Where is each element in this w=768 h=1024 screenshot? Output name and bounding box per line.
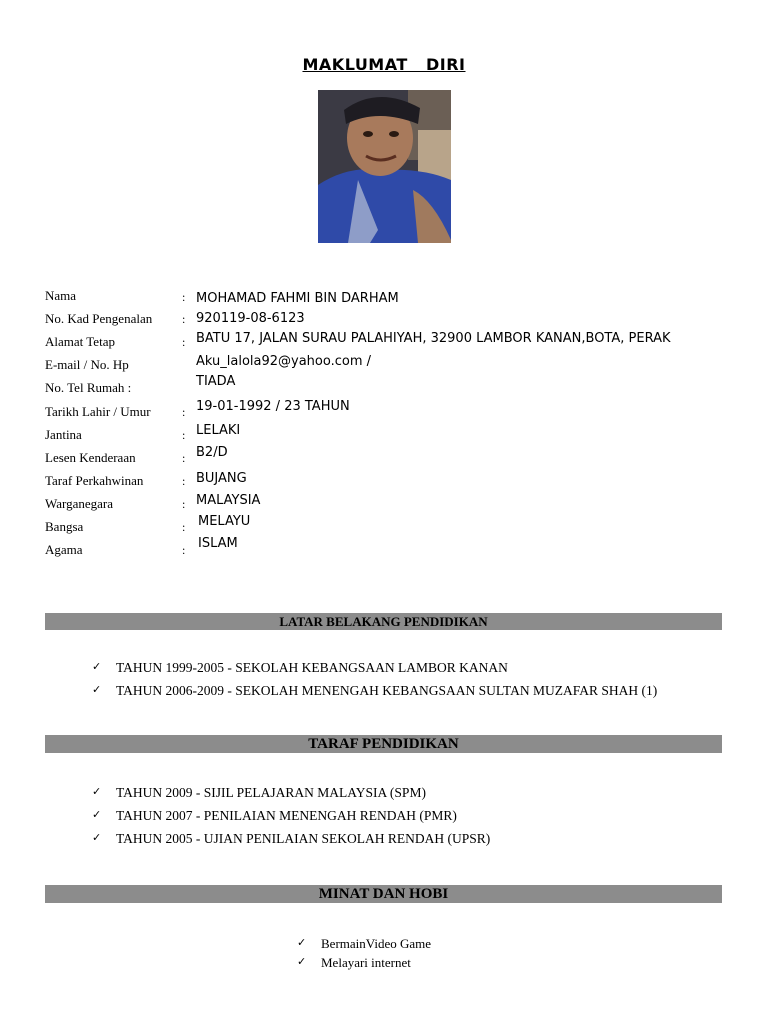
colon: : — [182, 543, 186, 557]
value-perkahwinan: BUJANG — [196, 471, 247, 486]
label-alamat: Alamat Tetap — [45, 334, 115, 349]
value-dob: 19-01-1992 / 23 TAHUN — [196, 399, 350, 414]
value-jantina: LELAKI — [196, 423, 241, 438]
label-ic: No. Kad Pengenalan — [45, 311, 153, 326]
value-email: Aku_lalola92@yahoo.com / — [196, 354, 372, 369]
list-item-text: TAHUN 2005 - UJIAN PENILAIAN SEKOLAH RENDAH (UPSR) — [116, 831, 491, 846]
list-item — [92, 660, 657, 676]
value-warganegara: MALAYSIA — [196, 493, 261, 508]
list-item-text: TAHUN 1999-2005 - SEKOLAH KEBANGSAAN LAMBOR KANAN — [116, 660, 508, 675]
colon: : — [182, 520, 186, 534]
list-item-text: BermainVideo Game — [321, 936, 432, 951]
checkmark-icon: ✓ — [92, 660, 102, 673]
education-level-list — [92, 785, 490, 847]
label-bangsa: Bangsa — [45, 519, 84, 534]
colon: : — [182, 405, 186, 419]
list-item-text: Melayari internet — [321, 955, 411, 970]
list-item-text: TAHUN 2009 - SIJIL PELAJARAN MALAYSIA (SPM) — [116, 785, 426, 800]
label-warganegara: Warganegara — [45, 496, 114, 511]
value-ic: 920119-08-6123 — [196, 311, 305, 326]
value-lesen: B2/D — [196, 445, 228, 460]
colon: : — [182, 290, 186, 304]
list-item — [92, 831, 490, 847]
value-bangsa: MELAYU — [198, 514, 251, 529]
education-background-list — [92, 660, 657, 699]
colon: : — [182, 312, 186, 326]
section-heading-hobbies: MINAT DAN HOBI — [45, 885, 722, 903]
checkmark-icon: ✓ — [297, 955, 307, 968]
label-dob: Tarikh Lahir / Umur — [45, 404, 151, 419]
checkmark-icon: ✓ — [92, 785, 102, 798]
value-alamat: BATU 17, JALAN SURAU PALAHIYAH, 32900 LAMBOR KANAN,BOTA, PERAK — [196, 331, 671, 346]
colon: : — [182, 497, 186, 511]
label-lesen: Lesen Kenderaan — [45, 450, 136, 465]
list-item — [92, 808, 490, 824]
colon: : — [182, 428, 186, 442]
section-heading-education-background: LATAR BELAKANG PENDIDIKAN — [45, 613, 722, 630]
profile-photo — [318, 90, 451, 243]
hobbies-list — [297, 936, 431, 971]
checkmark-icon: ✓ — [92, 808, 102, 821]
list-item — [92, 683, 657, 699]
colon: : — [182, 335, 186, 349]
list-item — [297, 955, 431, 971]
checkmark-icon: ✓ — [297, 936, 307, 949]
label-jantina: Jantina — [45, 427, 82, 442]
checkmark-icon: ✓ — [92, 683, 102, 696]
page-title: MAKLUMAT DIRI — [302, 55, 466, 74]
label-tel: No. Tel Rumah : — [45, 380, 132, 395]
value-tel: TIADA — [196, 374, 236, 389]
checkmark-icon: ✓ — [92, 831, 102, 844]
value-nama: MOHAMAD FAHMI BIN DARHAM — [196, 291, 399, 306]
list-item-text: TAHUN 2006-2009 - SEKOLAH MENENGAH KEBANGSAAN SULTAN MUZAFAR SHAH (1) — [116, 683, 658, 698]
colon: : — [182, 474, 186, 488]
list-item-text: TAHUN 2007 - PENILAIAN MENENGAH RENDAH (PMR) — [116, 808, 457, 823]
profile-photo-icon — [318, 90, 451, 243]
colon: : — [182, 451, 186, 465]
label-agama: Agama — [45, 542, 83, 557]
label-nama: Nama — [45, 288, 77, 303]
section-heading-education-level: TARAF PENDIDIKAN — [45, 735, 722, 753]
label-perkahwinan: Taraf Perkahwinan — [45, 473, 144, 488]
value-agama: ISLAM — [198, 536, 238, 551]
list-item — [92, 785, 490, 801]
label-email: E-mail / No. Hp — [45, 357, 129, 372]
list-item — [297, 936, 431, 952]
